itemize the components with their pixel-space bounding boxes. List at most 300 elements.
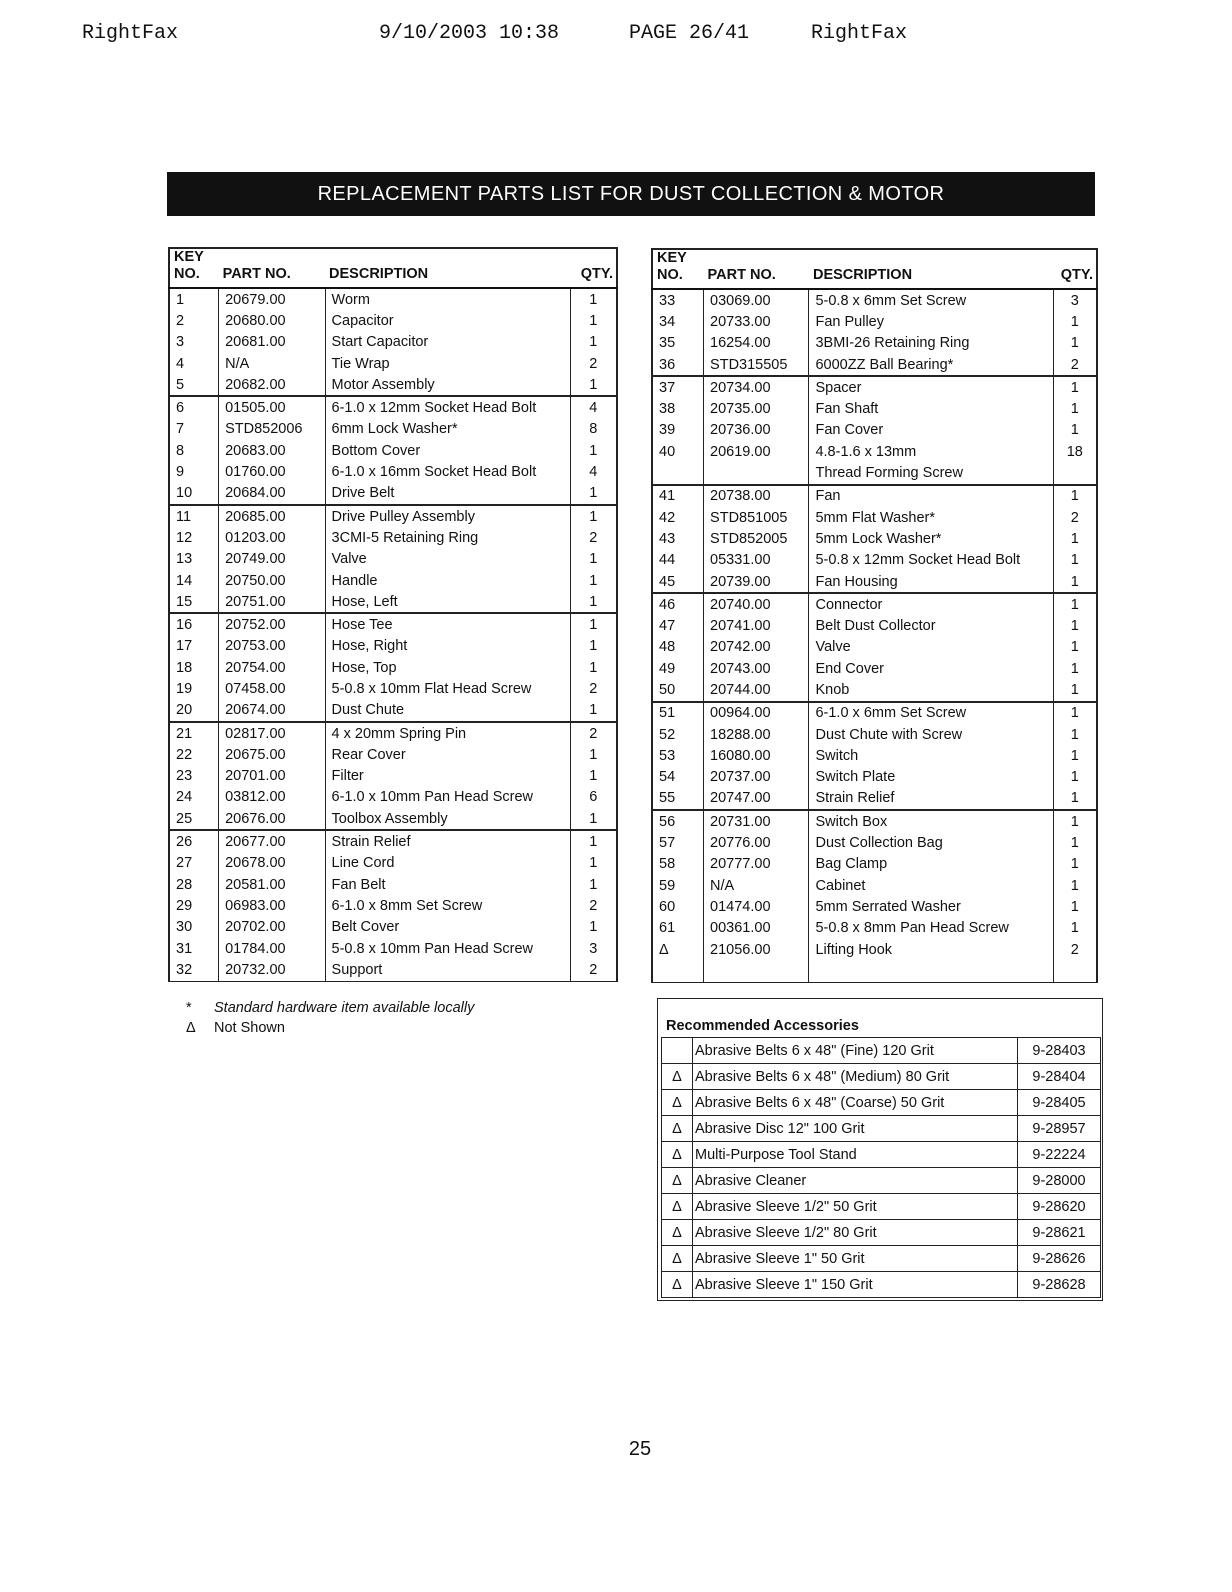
table-row (169, 959, 617, 981)
qty-header: QTY. (1053, 249, 1097, 289)
description-cell: Knob (809, 679, 1053, 701)
description-cell: Drive Belt (325, 483, 570, 505)
table-row (662, 1194, 1101, 1220)
key-no-cell: 54 (652, 767, 704, 788)
key-no-cell: 25 (169, 808, 219, 830)
part-no-cell: 20619.00 (704, 441, 809, 462)
footnote-not-shown (186, 1018, 474, 1038)
key-no-cell: 34 (652, 311, 704, 332)
description-cell: Fan Cover (809, 420, 1053, 441)
description-cell: Fan (809, 485, 1053, 507)
part-no-cell: 20743.00 (704, 658, 809, 679)
page-title-banner: REPLACEMENT PARTS LIST FOR DUST COLLECTION & MOTOR (167, 172, 1095, 216)
key-header-bottom: NO. (174, 266, 200, 282)
part-no-cell: 20741.00 (704, 615, 809, 636)
key-header-top: KEY (657, 250, 687, 266)
delta-icon: Δ (662, 1142, 693, 1168)
qty-cell: 1 (1053, 615, 1097, 636)
qty-cell: 1 (1053, 832, 1097, 853)
part-no-cell: 20702.00 (219, 917, 325, 938)
table-row (169, 440, 617, 461)
page-number: 25 (628, 1438, 652, 1460)
table-row (169, 744, 617, 765)
table-row (652, 354, 1097, 376)
accessory-description: Abrasive Belts 6 x 48" (Fine) 120 Grit (693, 1038, 1018, 1064)
part-no-cell: STD852006 (219, 419, 325, 440)
part-no-cell: 20751.00 (219, 591, 325, 613)
part-no-cell: 20740.00 (704, 593, 809, 615)
key-no-cell: 18 (169, 657, 219, 678)
asterisk-symbol: * (186, 1000, 192, 1016)
table-row (169, 288, 617, 310)
description-cell: Valve (809, 637, 1053, 658)
description-cell: Cabinet (809, 875, 1053, 896)
part-no-cell: 20754.00 (219, 657, 325, 678)
fax-header (0, 22, 1232, 52)
qty-header: QTY. (570, 248, 617, 288)
key-no-cell: 1 (169, 288, 219, 310)
table-row (169, 527, 617, 548)
qty-cell: 1 (1053, 724, 1097, 745)
key-no-cell: 24 (169, 787, 219, 808)
table-header-row (652, 249, 1097, 289)
key-no-cell: 5 (169, 374, 219, 396)
description-cell: Support (325, 959, 570, 981)
table-row (652, 702, 1097, 724)
accessory-part-no: 9-22224 (1018, 1142, 1101, 1168)
qty-cell: 2 (570, 959, 617, 981)
key-no-cell: 38 (652, 398, 704, 419)
key-no-cell: 56 (652, 810, 704, 832)
qty-cell: 2 (1053, 939, 1097, 960)
description-cell: Fan Pulley (809, 311, 1053, 332)
key-no-cell: 43 (652, 528, 704, 549)
table-row (652, 441, 1097, 462)
part-no-cell: 21056.00 (704, 939, 809, 960)
delta-icon: Δ (662, 1116, 693, 1142)
description-cell: Switch Box (809, 810, 1053, 832)
part-no-cell: 20678.00 (219, 853, 325, 874)
table-row (169, 722, 617, 744)
delta-icon: Δ (662, 1246, 693, 1272)
table-row (662, 1064, 1101, 1090)
qty-cell: 1 (570, 440, 617, 461)
key-no-cell: 22 (169, 744, 219, 765)
part-no-cell: 20685.00 (219, 505, 325, 527)
qty-cell: 4 (570, 396, 617, 418)
qty-cell: 1 (1053, 702, 1097, 724)
table-row (652, 788, 1097, 810)
table-row (169, 787, 617, 808)
qty-cell: 1 (570, 917, 617, 938)
part-no-cell: STD315505 (704, 354, 809, 376)
qty-cell: 1 (570, 830, 617, 852)
qty-cell: 1 (1053, 767, 1097, 788)
part-no-header: PART NO. (219, 248, 325, 288)
key-no-cell: 13 (169, 549, 219, 570)
key-no-cell: 14 (169, 570, 219, 591)
part-no-cell: 20750.00 (219, 570, 325, 591)
qty-cell: 1 (570, 505, 617, 527)
description-cell: Tie Wrap (325, 353, 570, 374)
description-cell: Strain Relief (809, 788, 1053, 810)
part-no-cell: 01203.00 (219, 527, 325, 548)
table-row (652, 658, 1097, 679)
part-no-cell: 01760.00 (219, 461, 325, 482)
delta-icon: Δ (662, 1272, 693, 1298)
description-cell: Switch (809, 745, 1053, 766)
table-row (169, 549, 617, 570)
description-cell: 6-1.0 x 10mm Pan Head Screw (325, 787, 570, 808)
part-no-cell: 20681.00 (219, 332, 325, 353)
key-no-cell: 40 (652, 441, 704, 462)
accessory-description: Abrasive Sleeve 1/2" 50 Grit (693, 1194, 1018, 1220)
description-cell: Bag Clamp (809, 854, 1053, 875)
part-no-cell: 20677.00 (219, 830, 325, 852)
part-no-cell: 02817.00 (219, 722, 325, 744)
accessories-title: Recommended Accessories (666, 1018, 859, 1034)
description-cell: Motor Assembly (325, 374, 570, 396)
part-no-cell: 20680.00 (219, 310, 325, 331)
qty-cell: 1 (1053, 854, 1097, 875)
part-no-cell: 16254.00 (704, 333, 809, 354)
table-row (652, 398, 1097, 419)
qty-cell: 1 (570, 700, 617, 722)
table-row (662, 1038, 1101, 1064)
table-row (652, 420, 1097, 441)
qty-cell: 1 (1053, 679, 1097, 701)
key-no-cell: 11 (169, 505, 219, 527)
description-cell: Worm (325, 288, 570, 310)
part-no-cell: 01505.00 (219, 396, 325, 418)
key-no-cell: 9 (169, 461, 219, 482)
accessory-description: Abrasive Sleeve 1/2" 80 Grit (693, 1220, 1018, 1246)
part-no-cell: 20738.00 (704, 485, 809, 507)
part-no-cell: 20736.00 (704, 420, 809, 441)
description-cell: 3BMI-26 Retaining Ring (809, 333, 1053, 354)
description-cell: Toolbox Assembly (325, 808, 570, 830)
table-row (652, 724, 1097, 745)
key-no-cell: 50 (652, 679, 704, 701)
key-no-cell: 61 (652, 918, 704, 939)
delta-icon: Δ (662, 1194, 693, 1220)
qty-cell (1053, 462, 1097, 484)
description-cell: 6-1.0 x 6mm Set Screw (809, 702, 1053, 724)
qty-cell: 1 (570, 853, 617, 874)
accessories-table (661, 1037, 1101, 1298)
qty-cell: 2 (570, 678, 617, 699)
qty-cell: 2 (1053, 507, 1097, 528)
table-row (169, 353, 617, 374)
key-no-cell: 32 (169, 959, 219, 981)
key-no-header (169, 248, 219, 288)
qty-cell: 1 (1053, 918, 1097, 939)
accessory-description: Abrasive Sleeve 1" 150 Grit (693, 1272, 1018, 1298)
description-cell: 5mm Flat Washer* (809, 507, 1053, 528)
qty-cell: 1 (1053, 550, 1097, 571)
qty-cell: 1 (1053, 420, 1097, 441)
description-cell: 5-0.8 x 10mm Pan Head Screw (325, 938, 570, 959)
qty-cell: 1 (570, 657, 617, 678)
table-row (169, 310, 617, 331)
table-row (652, 939, 1097, 960)
fax-header-page: PAGE 26/41 (629, 22, 750, 45)
table-row (652, 854, 1097, 875)
footnotes (186, 998, 474, 1038)
description-header: DESCRIPTION (325, 248, 570, 288)
key-no-cell: 3 (169, 332, 219, 353)
table-row (652, 528, 1097, 549)
part-no-cell: 01474.00 (704, 896, 809, 917)
accessory-description: Abrasive Sleeve 1" 50 Grit (693, 1246, 1018, 1272)
qty-cell: 1 (570, 310, 617, 331)
key-no-cell: 30 (169, 917, 219, 938)
table-row (652, 311, 1097, 332)
part-no-cell: STD851005 (704, 507, 809, 528)
part-no-cell: 00964.00 (704, 702, 809, 724)
footnote-standard-hardware (186, 998, 474, 1018)
qty-cell: 1 (570, 549, 617, 570)
footnote-text: Standard hardware item available locally (214, 1000, 475, 1016)
key-no-cell: 17 (169, 636, 219, 657)
table-row (169, 613, 617, 635)
table-row (652, 745, 1097, 766)
part-no-cell: 20735.00 (704, 398, 809, 419)
part-no-cell (704, 960, 809, 982)
qty-cell: 1 (570, 570, 617, 591)
part-no-cell: 20676.00 (219, 808, 325, 830)
description-cell: Drive Pulley Assembly (325, 505, 570, 527)
fax-header-right: RightFax (811, 22, 908, 45)
qty-cell: 1 (570, 374, 617, 396)
qty-cell: 4 (570, 461, 617, 482)
description-cell: 5-0.8 x 12mm Socket Head Bolt (809, 550, 1053, 571)
key-no-cell: 53 (652, 745, 704, 766)
table-row (169, 419, 617, 440)
delta-icon: Δ (662, 1064, 693, 1090)
table-row (169, 700, 617, 722)
table-row (169, 917, 617, 938)
accessory-part-no: 9-28628 (1018, 1272, 1101, 1298)
part-no-cell: 20684.00 (219, 483, 325, 505)
description-cell: Capacitor (325, 310, 570, 331)
part-no-cell: 20701.00 (219, 766, 325, 787)
table-row (652, 637, 1097, 658)
description-cell: 4 x 20mm Spring Pin (325, 722, 570, 744)
delta-icon: Δ (662, 1220, 693, 1246)
key-no-cell: 48 (652, 637, 704, 658)
table-row (652, 289, 1097, 311)
part-no-cell: 20733.00 (704, 311, 809, 332)
description-cell: Belt Cover (325, 917, 570, 938)
key-no-cell: 23 (169, 766, 219, 787)
table-row (169, 461, 617, 482)
description-cell: 6mm Lock Washer* (325, 419, 570, 440)
accessory-part-no: 9-28620 (1018, 1194, 1101, 1220)
part-no-cell: 16080.00 (704, 745, 809, 766)
table-row (169, 808, 617, 830)
qty-cell: 1 (570, 332, 617, 353)
delta-icon: Δ (186, 1020, 196, 1036)
table-row (652, 333, 1097, 354)
accessory-part-no: 9-28621 (1018, 1220, 1101, 1246)
description-cell: Dust Collection Bag (809, 832, 1053, 853)
key-header-bottom: NO. (657, 267, 683, 283)
key-no-cell: 47 (652, 615, 704, 636)
table-row (652, 679, 1097, 701)
key-no-cell: 4 (169, 353, 219, 374)
accessory-description: Abrasive Belts 6 x 48" (Coarse) 50 Grit (693, 1090, 1018, 1116)
qty-cell: 1 (570, 613, 617, 635)
qty-cell: 1 (1053, 485, 1097, 507)
key-no-cell: 19 (169, 678, 219, 699)
qty-cell: 1 (1053, 875, 1097, 896)
qty-cell: 1 (570, 808, 617, 830)
key-no-cell: 57 (652, 832, 704, 853)
qty-cell: 2 (1053, 354, 1097, 376)
description-cell: Hose, Left (325, 591, 570, 613)
qty-cell (1053, 960, 1097, 982)
description-cell: Connector (809, 593, 1053, 615)
description-cell: 6000ZZ Ball Bearing* (809, 354, 1053, 376)
fax-header-datetime: 9/10/2003 10:38 (379, 22, 560, 45)
table-row (169, 853, 617, 874)
accessory-description: Abrasive Cleaner (693, 1168, 1018, 1194)
key-no-cell: 10 (169, 483, 219, 505)
qty-cell: 1 (1053, 376, 1097, 398)
part-no-cell: 18288.00 (704, 724, 809, 745)
part-no-cell: 20744.00 (704, 679, 809, 701)
key-no-cell (652, 462, 704, 484)
table-row (169, 636, 617, 657)
key-no-cell: 7 (169, 419, 219, 440)
qty-cell: 1 (1053, 745, 1097, 766)
part-no-cell: 20682.00 (219, 374, 325, 396)
key-no-cell: 41 (652, 485, 704, 507)
qty-cell: 1 (1053, 593, 1097, 615)
qty-cell: 1 (1053, 528, 1097, 549)
key-no-cell: 42 (652, 507, 704, 528)
key-no-cell: 51 (652, 702, 704, 724)
qty-cell: 1 (1053, 398, 1097, 419)
table-row (169, 874, 617, 895)
key-no-cell: 29 (169, 895, 219, 916)
description-cell: Spacer (809, 376, 1053, 398)
qty-cell: 1 (1053, 896, 1097, 917)
table-row (662, 1272, 1101, 1298)
key-no-cell: 55 (652, 788, 704, 810)
table-row (652, 593, 1097, 615)
description-cell: Strain Relief (325, 830, 570, 852)
table-row (169, 332, 617, 353)
part-no-cell: 20581.00 (219, 874, 325, 895)
description-cell: 5mm Serrated Washer (809, 896, 1053, 917)
table-row (662, 1090, 1101, 1116)
qty-cell: 3 (1053, 289, 1097, 311)
description-cell: Belt Dust Collector (809, 615, 1053, 636)
key-no-cell: 49 (652, 658, 704, 679)
table-row (652, 875, 1097, 896)
delta-icon: Δ (662, 1090, 693, 1116)
table-row (662, 1142, 1101, 1168)
key-no-cell: 44 (652, 550, 704, 571)
part-no-cell: 20683.00 (219, 440, 325, 461)
part-no-cell: N/A (219, 353, 325, 374)
key-no-cell: 31 (169, 938, 219, 959)
part-no-cell: 20742.00 (704, 637, 809, 658)
key-no-cell: 16 (169, 613, 219, 635)
key-no-cell (652, 960, 704, 982)
part-no-cell: 20679.00 (219, 288, 325, 310)
qty-cell: 6 (570, 787, 617, 808)
part-no-cell: 20753.00 (219, 636, 325, 657)
accessory-part-no: 9-28626 (1018, 1246, 1101, 1272)
part-no-cell: 20747.00 (704, 788, 809, 810)
key-no-cell: 37 (652, 376, 704, 398)
description-cell: 6-1.0 x 12mm Socket Head Bolt (325, 396, 570, 418)
table-row (652, 462, 1097, 484)
table-row (652, 767, 1097, 788)
table-row (652, 832, 1097, 853)
qty-cell: 2 (570, 527, 617, 548)
table-row (652, 615, 1097, 636)
description-cell: Lifting Hook (809, 939, 1053, 960)
qty-cell: 1 (1053, 810, 1097, 832)
part-no-cell: 20731.00 (704, 810, 809, 832)
qty-cell: 3 (570, 938, 617, 959)
key-no-header (652, 249, 704, 289)
delta-icon (662, 1038, 693, 1064)
description-cell: 4.8-1.6 x 13mm (809, 441, 1053, 462)
part-no-cell: 03069.00 (704, 289, 809, 311)
key-no-cell: 26 (169, 830, 219, 852)
part-no-cell: STD852005 (704, 528, 809, 549)
description-cell: Handle (325, 570, 570, 591)
qty-cell: 1 (1053, 788, 1097, 810)
part-no-cell: 20675.00 (219, 744, 325, 765)
description-cell: Line Cord (325, 853, 570, 874)
description-cell: Switch Plate (809, 767, 1053, 788)
key-header-top: KEY (174, 249, 204, 265)
description-cell: 6-1.0 x 16mm Socket Head Bolt (325, 461, 570, 482)
table-row (169, 678, 617, 699)
part-no-header: PART NO. (704, 249, 809, 289)
description-cell: 5-0.8 x 10mm Flat Head Screw (325, 678, 570, 699)
table-row (652, 918, 1097, 939)
part-no-cell (704, 462, 809, 484)
part-no-cell: 20777.00 (704, 854, 809, 875)
table-row (662, 1246, 1101, 1272)
description-cell: Start Capacitor (325, 332, 570, 353)
key-no-cell: 39 (652, 420, 704, 441)
table-row (652, 810, 1097, 832)
right-parts-body (652, 289, 1097, 982)
part-no-cell: 06983.00 (219, 895, 325, 916)
table-row (169, 483, 617, 505)
key-no-cell: 2 (169, 310, 219, 331)
table-row (169, 396, 617, 418)
description-cell: Fan Housing (809, 571, 1053, 593)
part-no-cell: 07458.00 (219, 678, 325, 699)
table-row (662, 1220, 1101, 1246)
accessories-body (662, 1038, 1101, 1298)
part-no-cell: 20674.00 (219, 700, 325, 722)
description-cell (809, 960, 1053, 982)
qty-cell: 2 (570, 722, 617, 744)
delta-icon: Δ (662, 1168, 693, 1194)
part-no-cell: 20776.00 (704, 832, 809, 853)
accessory-description: Multi-Purpose Tool Stand (693, 1142, 1018, 1168)
